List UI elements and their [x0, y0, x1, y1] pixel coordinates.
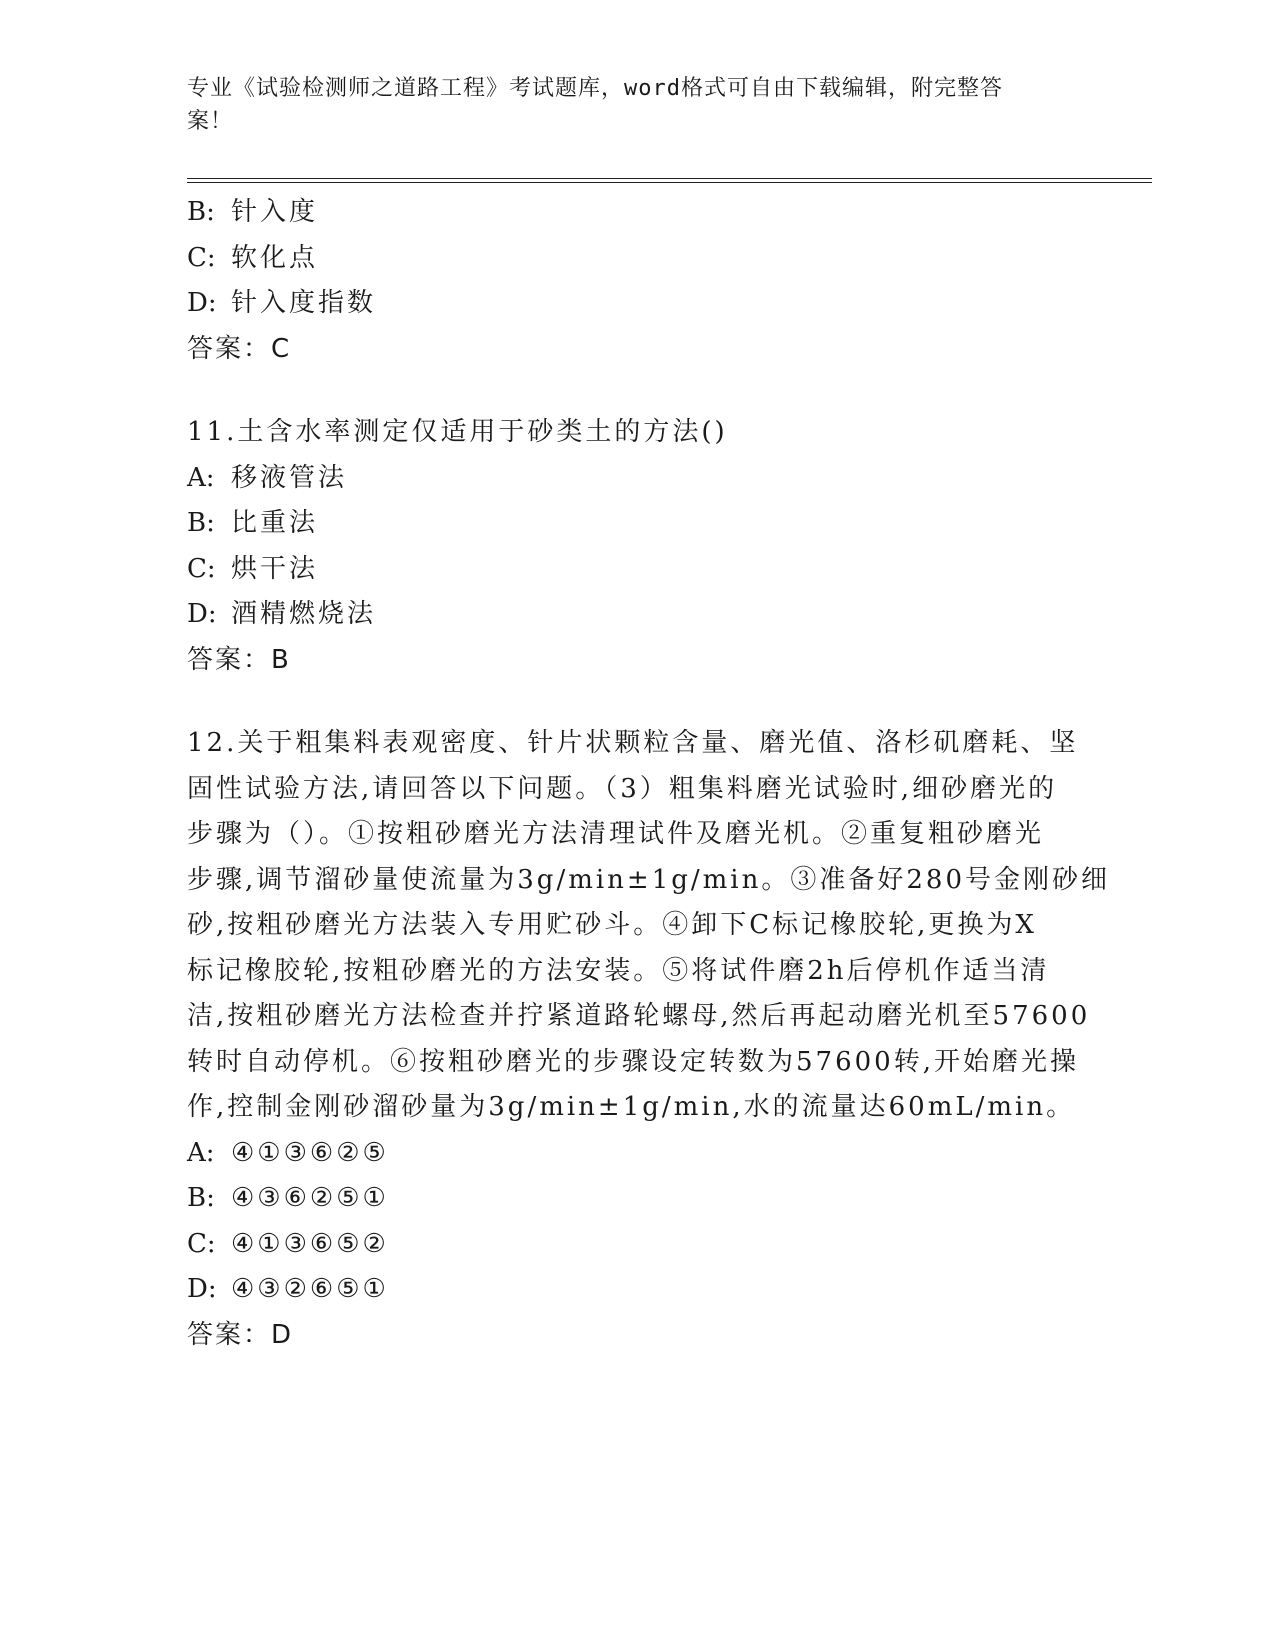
stem-line: 转时自动停机。⑥按粗砂磨光的步骤设定转数为57600转,开始磨光操: [187, 1046, 1079, 1077]
stem-line: 砂,按粗砂磨光方法装入专用贮砂斗。④卸下C标记橡胶轮,更换为X: [187, 910, 1037, 940]
option-text: 软化点: [231, 242, 319, 273]
stem-line: 标记橡胶轮,按粗砂磨光的方法安装。⑤将试件磨2h后停机作适当清: [187, 955, 1050, 986]
header-divider-top: [187, 178, 1152, 179]
option-b: [187, 1176, 1087, 1222]
option-letter: C:: [187, 242, 216, 273]
spacer: [187, 372, 1087, 410]
document-header: [187, 72, 1067, 138]
option-text: ④③⑥②⑤①: [231, 1183, 389, 1213]
question-stem: [187, 721, 1110, 1131]
question-content: [187, 190, 1110, 1358]
option-letter: B:: [187, 1183, 215, 1213]
option-a: [187, 1131, 1087, 1177]
question-12: [187, 721, 1110, 1358]
option-text: ④①③⑥②⑤: [231, 1137, 389, 1168]
option-text: 比重法: [231, 508, 319, 538]
option-letter: B:: [187, 197, 215, 227]
option-b: [187, 190, 1087, 236]
option-letter: D:: [187, 599, 217, 629]
option-text: ④③②⑥⑤①: [231, 1274, 389, 1304]
option-letter: C:: [187, 1228, 216, 1259]
stem-line: 步骤,调节溜砂量使流量为3g/min±1g/min。③准备好280号金刚砂细: [187, 864, 1110, 895]
option-letter: A:: [187, 462, 215, 493]
stem-line: 固性试验方法,请回答以下问题。（3）粗集料磨光试验时,细砂磨光的: [187, 773, 1058, 804]
option-text: 酒精燃烧法: [231, 599, 377, 629]
stem-line: 步骤为（）。①按粗砂磨光方法清理试件及磨光机。②重复粗砂磨光: [187, 819, 1045, 849]
question-11: [187, 410, 1087, 683]
header-divider-bottom: [187, 182, 1152, 183]
option-text: 针入度: [231, 197, 319, 227]
answer-label: 答案：C: [187, 333, 292, 364]
header-line-1: 专业《试验检测师之道路工程》考试题库，word格式可自由下载编辑，附完整答: [187, 76, 1003, 101]
option-d: [187, 1267, 1087, 1313]
option-letter: D:: [187, 1274, 217, 1304]
option-a: [187, 456, 1087, 502]
header-line-2: 案！: [187, 109, 234, 134]
stem-line: 12.关于粗集料表观密度、针片状颗粒含量、磨光值、洛杉矶磨耗、坚: [187, 728, 1079, 758]
question-stem: 11.土含水率测定仅适用于砂类土的方法(): [187, 417, 728, 447]
option-letter: B:: [187, 508, 215, 538]
option-d: [187, 281, 1087, 327]
stem-line: 洁,按粗砂磨光方法检查并拧紧道路轮螺母,然后再起动磨光机至57600: [187, 1001, 1091, 1031]
option-text: 针入度指数: [231, 288, 377, 318]
answer-label: 答案：D: [187, 1319, 294, 1350]
question-10: [187, 190, 1087, 372]
option-letter: A:: [187, 1137, 215, 1168]
option-b: [187, 501, 1087, 547]
answer-label: 答案：B: [187, 644, 291, 675]
option-c: [187, 236, 1087, 282]
option-c: [187, 547, 1087, 593]
option-letter: D:: [187, 288, 217, 318]
option-text: ④①③⑥⑤②: [231, 1228, 389, 1259]
stem-line: 作,控制金刚砂溜砂量为3g/min±1g/min,水的流量达60mL/min。: [187, 1092, 1076, 1122]
option-letter: C:: [187, 553, 216, 584]
option-text: 移液管法: [231, 462, 348, 493]
option-c: [187, 1222, 1087, 1268]
spacer: [187, 683, 1087, 721]
option-text: 烘干法: [231, 553, 319, 584]
option-d: [187, 592, 1087, 638]
